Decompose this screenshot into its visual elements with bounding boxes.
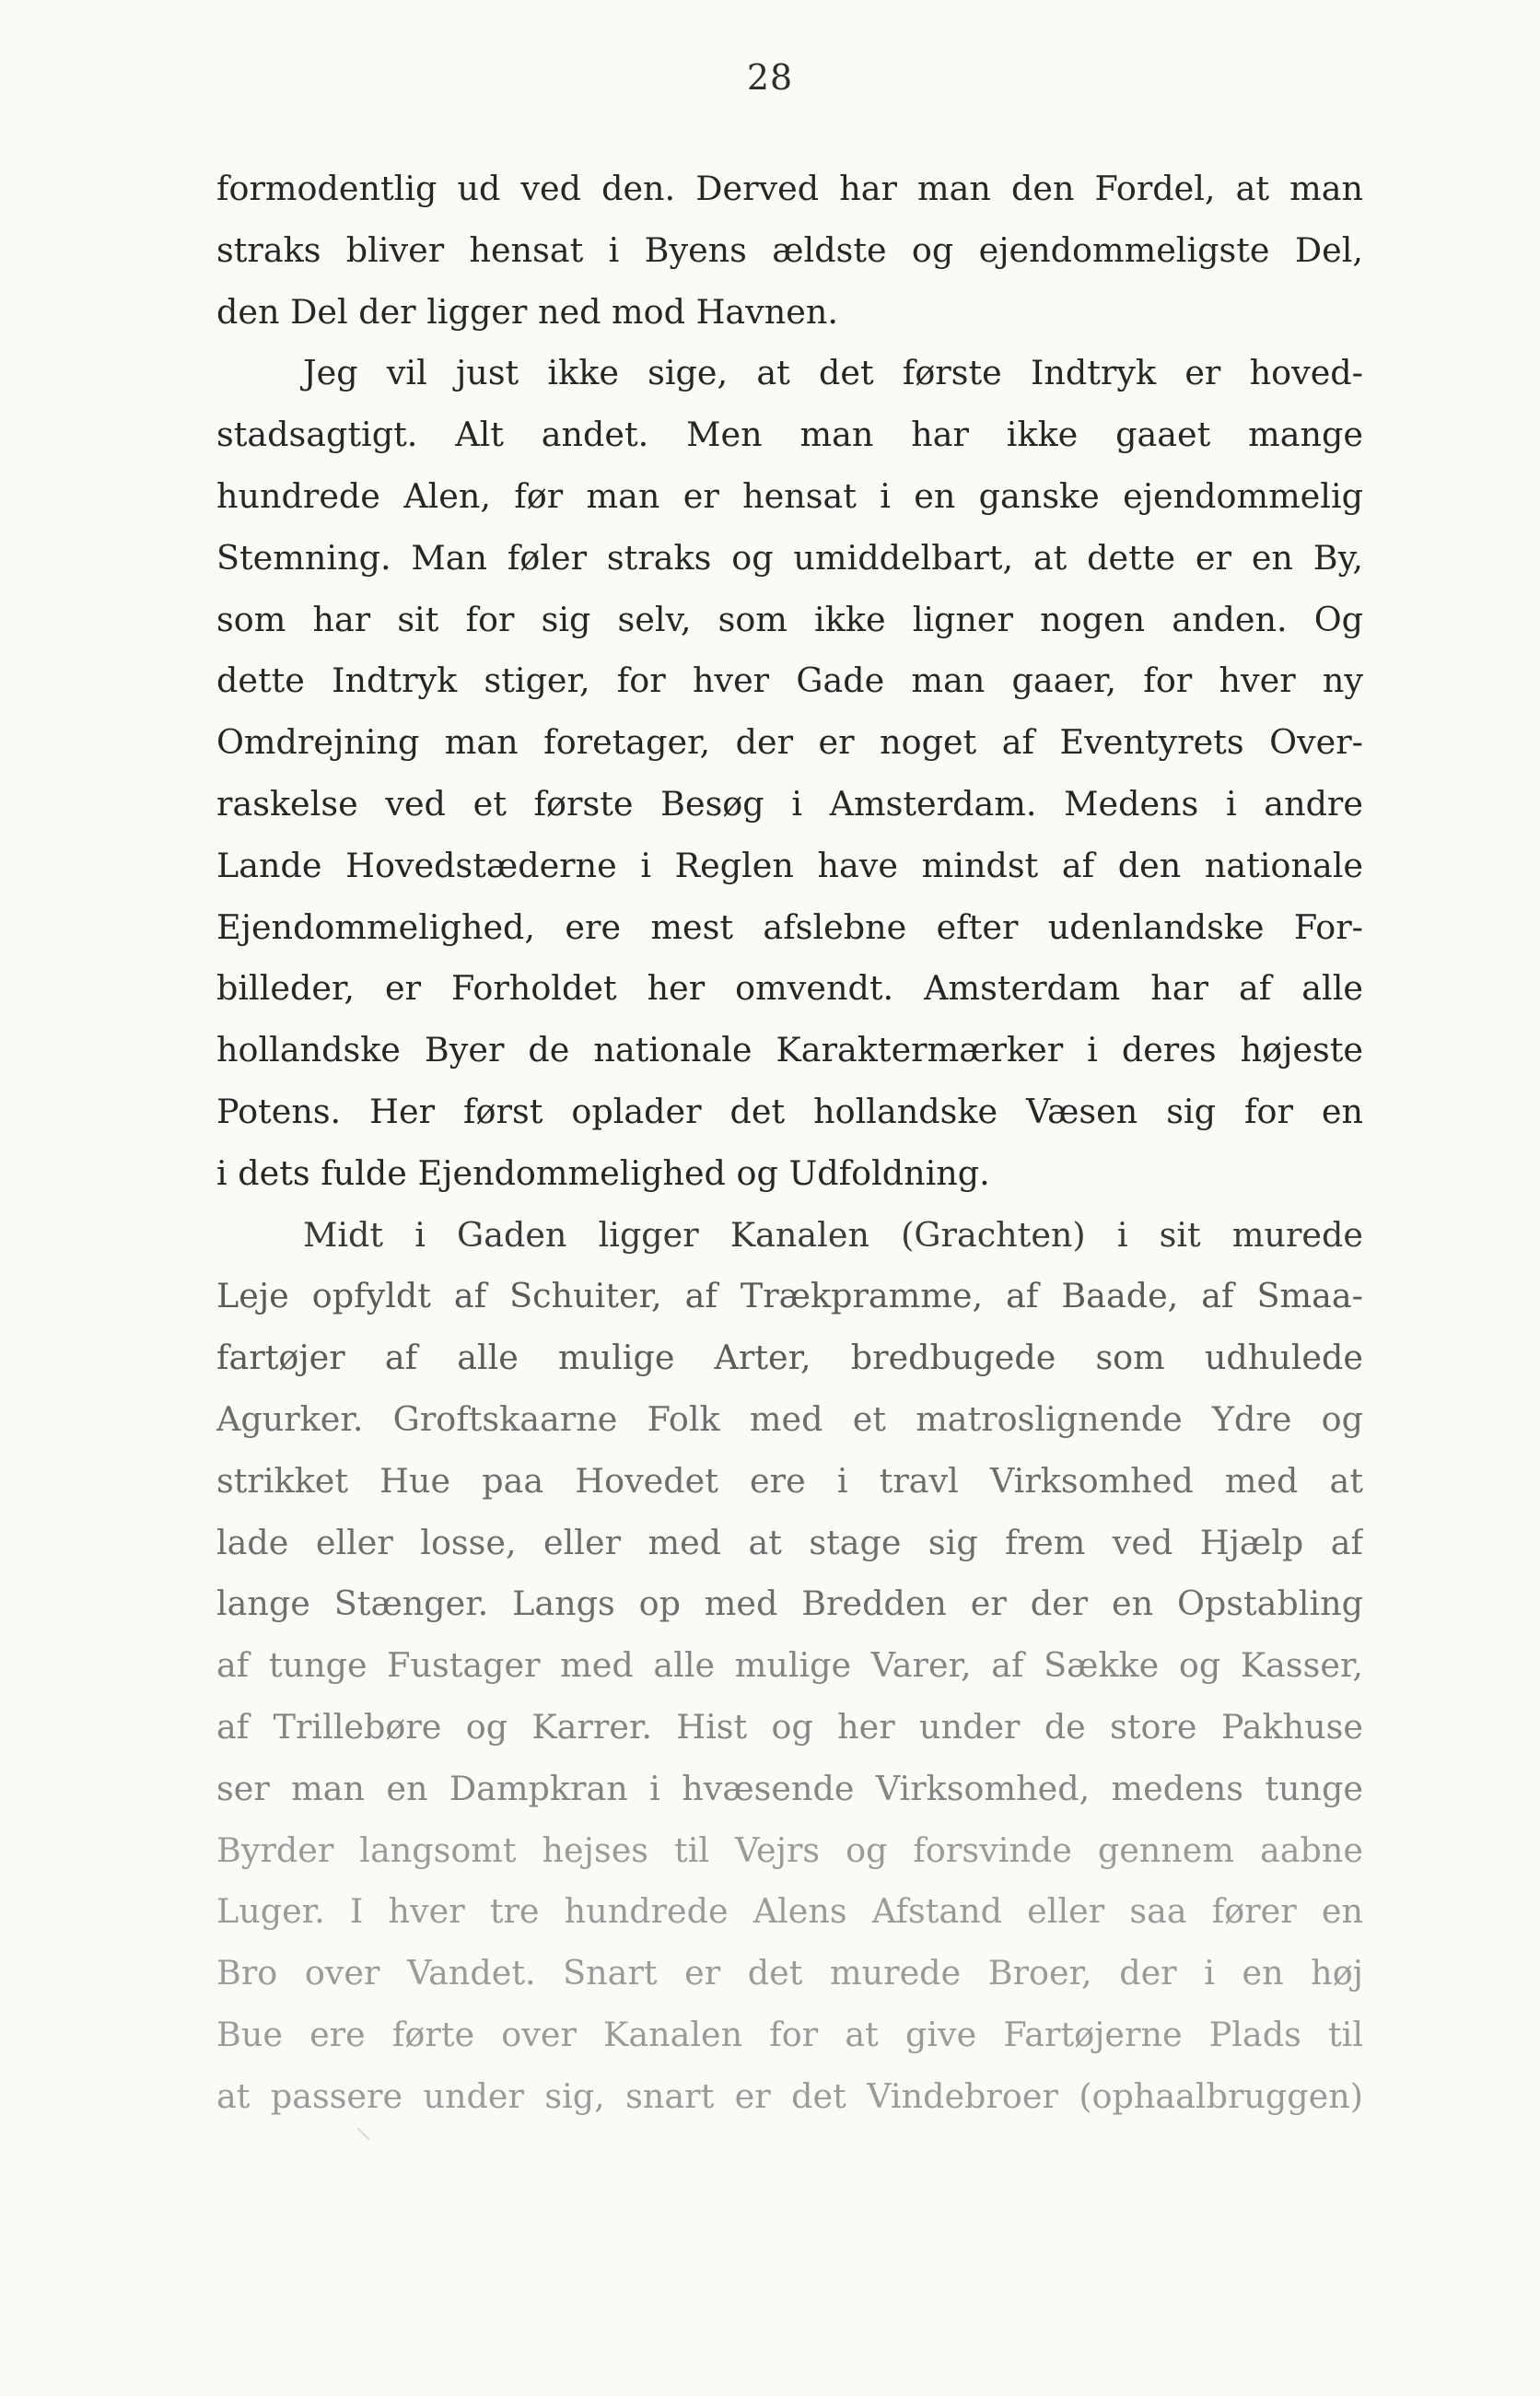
text-line: Jeg vil just ikke sige, at det første Indtryk er hoved- bbox=[303, 353, 1363, 393]
text-line: straks bliver hensat i Byens ældste og ejendommeligste Del, bbox=[216, 229, 1363, 270]
text-line: dette Indtryk stiger, for hver Gade man gaaer, for hver ny bbox=[216, 660, 1363, 701]
page-number: 28 bbox=[746, 57, 794, 98]
text-line: Bro over Vandet. Snart er det murede Broer, der i en høj bbox=[216, 1953, 1363, 1993]
text-line: den Del der ligger ned mod Havnen. bbox=[216, 291, 839, 332]
text-line: Potens. Her først oplader det hollandske Væsen sig for en bbox=[216, 1091, 1363, 1131]
text-line: af Trillebøre og Karrer. Hist og her under de store Pakhuse bbox=[216, 1706, 1363, 1747]
text-line: raskelse ved et første Besøg i Amsterdam. Medens i andre bbox=[216, 783, 1363, 824]
text-line: strikket Hue paa Hovedet ere i travl Virksomhed med at bbox=[216, 1460, 1363, 1501]
text-line: Leje opfyldt af Schuiter, af Trækpramme, af Baade, af Smaa- bbox=[216, 1276, 1363, 1316]
body-text bbox=[216, 158, 1363, 2128]
text-line: som har sit for sig selv, som ikke ligner nogen anden. Og bbox=[216, 599, 1363, 639]
text-line: Bue ere førte over Kanalen for at give Fartøjerne Plads til bbox=[216, 2014, 1363, 2054]
text-line: billeder, er Forholdet her omvendt. Amsterdam har af alle bbox=[216, 968, 1363, 1009]
text-line: hundrede Alen, før man er hensat i en ganske ejendommelig bbox=[216, 475, 1363, 516]
text-line: Omdrejning man foretager, der er noget af Eventyrets Over- bbox=[216, 722, 1363, 763]
text-line: af tunge Fustager med alle mulige Varer, af Sække og Kasser, bbox=[216, 1645, 1363, 1686]
text-line: Agurker. Groftskaarne Folk med et matroslignende Ydre og bbox=[216, 1398, 1363, 1439]
text-line: formodentlig ud ved den. Derved har man den Fordel, at man bbox=[216, 169, 1363, 208]
text-line: i dets fulde Ejendommelighed og Udfoldning. bbox=[216, 1152, 990, 1193]
text-line: Midt i Gaden ligger Kanalen (Grachten) i sit murede bbox=[303, 1214, 1363, 1255]
text-line: Byrder langsomt hejses til Vejrs og forsvinde gennem aabne bbox=[216, 1829, 1363, 1870]
text-line: Luger. I hver tre hundrede Alens Afstand eller saa fører en bbox=[216, 1891, 1363, 1932]
text-line: at passere under sig, snart er det Vindebroer (ophaalbruggen) bbox=[216, 2075, 1363, 2116]
text-line: hollandske Byer de nationale Karaktermærker i deres højeste bbox=[216, 1030, 1363, 1070]
text-line: lade eller losse, eller med at stage sig frem ved Hjælp af bbox=[216, 1522, 1363, 1562]
text-line: Stemning. Man føler straks og umiddelbart, at dette er en By, bbox=[216, 537, 1363, 578]
text-line: Lande Hovedstæderne i Reglen have mindst af den nationale bbox=[216, 845, 1363, 885]
text-line: lange Stænger. Langs op med Bredden er der en Opstabling bbox=[216, 1584, 1363, 1624]
text-line: ser man en Dampkran i hvæsende Virksomhed, medens tunge bbox=[216, 1768, 1363, 1808]
text-line: fartøjer af alle mulige Arter, bredbugede som udhulede bbox=[216, 1338, 1363, 1378]
text-line: stadsagtigt. Alt andet. Men man har ikke gaaet mange bbox=[216, 415, 1363, 455]
text-line: Ejendommelighed, ere mest afslebne efter udenlandske For- bbox=[216, 906, 1363, 947]
